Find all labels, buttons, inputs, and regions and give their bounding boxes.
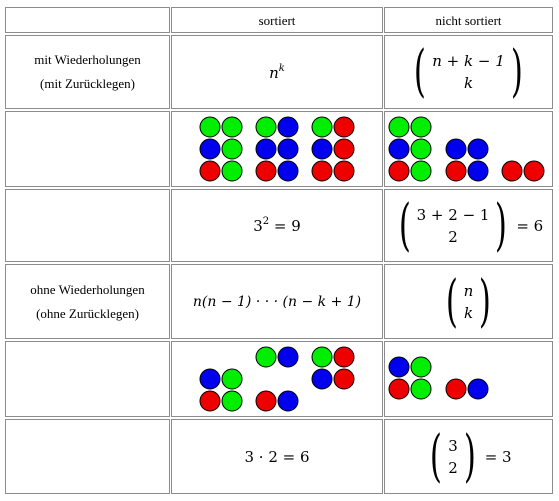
ball-red [334,161,354,181]
row-label-with-repetition-line1: mit Wiederholungen [34,52,141,67]
row-empty-cell [5,111,170,187]
ball-blue [389,139,409,159]
ball-blue [468,161,488,181]
row-label-without-repetition-line1: ohne Wiederholungen [30,281,145,297]
ball-red [334,117,354,137]
balls-with-sorted-figure [172,111,382,187]
ball-blue [389,357,409,377]
ball-green [411,117,431,137]
balls-with-unsorted-figure [385,111,552,187]
ball-green [411,139,431,159]
ball-blue [312,369,332,389]
row-label-without-repetition-line2: (ohne Zurücklegen) [36,305,139,321]
ball-green [389,117,409,137]
formula-without-sorted [171,264,383,339]
example-exponent: 2 [262,216,270,227]
example-with-sorted [171,189,383,262]
header-empty-cell [5,7,170,33]
binom-bottom: k [463,74,474,92]
formula-base: n [269,63,279,82]
ball-blue [278,391,298,411]
balls-with-sorted [171,111,383,187]
ball-green [312,117,332,137]
formula-exponent: k [278,62,285,74]
binom-top: 3 [448,436,458,455]
ball-green [222,391,242,411]
ball-green [312,347,332,367]
ball-red [256,161,276,181]
ball-blue [278,117,298,137]
ball-green [411,161,431,181]
ball-red [256,391,276,411]
ball-red [334,139,354,159]
ball-blue [312,139,332,159]
example-without-sorted [171,419,383,494]
ball-green [411,379,431,399]
ball-green [222,369,242,389]
balls-without-sorted [171,341,383,417]
header-unsorted: nicht sortiert [384,7,553,33]
example-falling-factorial: 3 · 2 = 6 [244,447,310,466]
row-label-with-repetition [5,35,170,109]
ball-red [200,161,220,181]
balls-without-unsorted-figure [385,341,552,417]
balls-without-sorted-figure [172,341,382,417]
row-empty-cell [5,419,170,494]
ball-blue [468,379,488,399]
example-result: = 3 [484,447,512,466]
row-label-without-repetition [5,264,170,339]
row-empty-cell [5,341,170,417]
binom-top: 3 + 2 − 1 [416,205,490,224]
binom-bottom: 2 [448,227,458,246]
ball-green [222,139,242,159]
ball-red [334,369,354,389]
ball-red [446,379,466,399]
ball-green [411,357,431,377]
formula-without-unsorted: ( n k ) [384,264,553,339]
ball-red [524,161,544,181]
ball-blue [200,369,220,389]
row-label-with-repetition-line2: (mit Zurücklegen) [40,76,135,91]
ball-red [502,161,522,181]
ball-green [200,117,220,137]
ball-blue [446,139,466,159]
formula-with-sorted [171,35,383,109]
formula-with-unsorted: ( n + k − 1 k ) [384,35,553,109]
ball-red [312,161,332,181]
ball-blue [200,139,220,159]
balls-with-unsorted [384,111,553,187]
ball-blue [278,161,298,181]
binom-bottom: 2 [448,458,458,477]
ball-blue [278,347,298,367]
formula-falling-factorial: n(n − 1) · · · (n − k + 1) [192,293,362,310]
binom-top: n + k − 1 [432,52,505,70]
row-empty-cell [5,189,170,262]
example-result: = 6 [516,216,544,235]
example-without-unsorted: ( 3 2 ) = 3 [384,419,553,494]
ball-blue [468,139,488,159]
example-with-unsorted: ( 3 + 2 − 1 2 ) = 6 [384,189,553,262]
ball-red [389,161,409,181]
example-result: = 9 [269,217,301,235]
ball-green [222,117,242,137]
ball-red [446,161,466,181]
ball-red [389,379,409,399]
ball-red [200,391,220,411]
example-base: 3 [253,217,263,235]
ball-blue [278,139,298,159]
ball-green [222,161,242,181]
binom-bottom: k [463,303,474,322]
header-sorted: sortiert [171,7,383,33]
balls-without-unsorted [384,341,553,417]
ball-red [334,347,354,367]
ball-green [256,347,276,367]
binom-top: n [463,281,474,300]
ball-blue [256,139,276,159]
ball-green [256,117,276,137]
